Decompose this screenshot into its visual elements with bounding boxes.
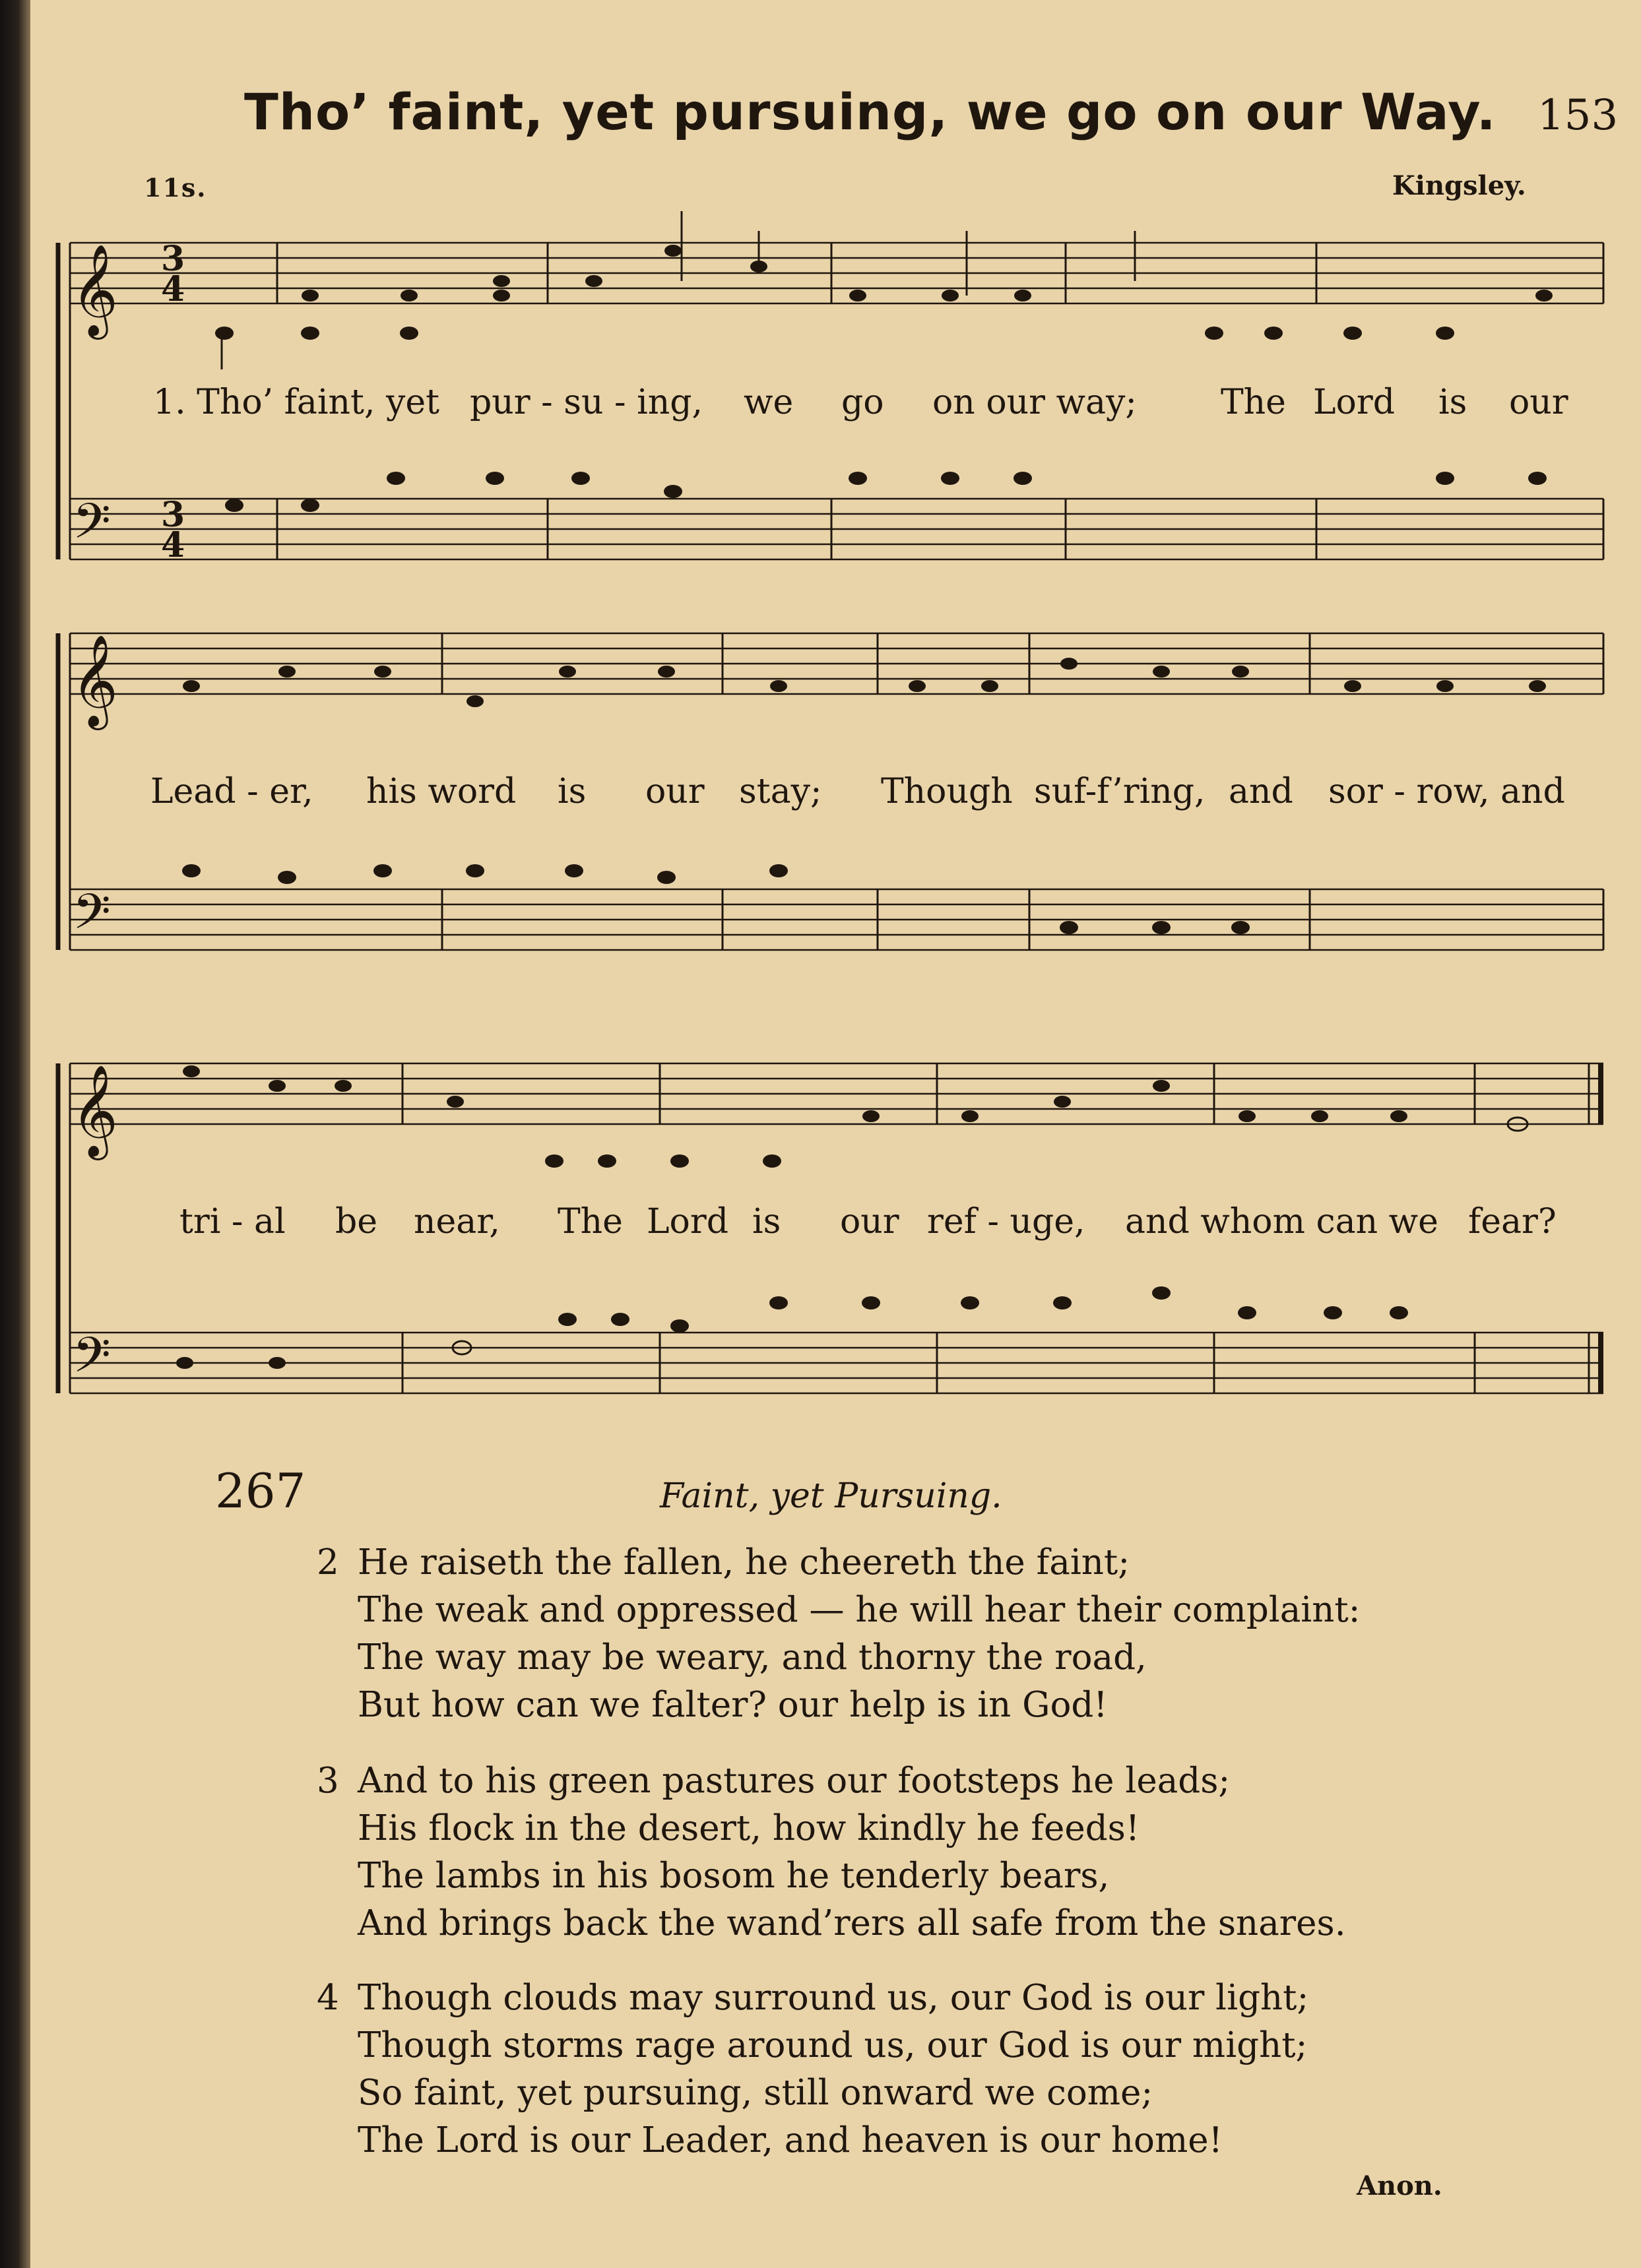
page-title: Tho’ faint, yet pursuing, we go on our Way.: [244, 82, 1496, 141]
lyric-3-1: tri - al: [179, 1202, 286, 1242]
lyric-1-3: we: [744, 383, 794, 422]
time-sig-bottom-treble: 4: [161, 269, 185, 309]
stanza-line: But how can we falter? our help is in God!: [358, 1685, 1108, 1725]
notes-2: [183, 658, 1546, 707]
treble-staff-2: [70, 633, 1603, 694]
stanza-line: And brings back the wand’rers all safe from the snares.: [358, 1903, 1346, 1943]
stanza-number: 2: [317, 1542, 339, 1583]
lyric-2-2: his word: [366, 772, 517, 811]
treble-staff-3: [70, 1063, 1603, 1124]
lyric-2-5: stay;: [739, 772, 822, 811]
lyric-1-8: is: [1438, 383, 1467, 422]
bass-clef-1: 𝄢: [73, 493, 111, 562]
treble-staff-1: [70, 243, 1603, 303]
meter-label: 11s.: [144, 173, 207, 203]
lyric-3-10: fear?: [1468, 1202, 1557, 1242]
author-credit: Anon.: [1357, 2170, 1442, 2201]
bass-clef-2: 𝄢: [73, 883, 111, 953]
treble-clef-1: 𝄞: [71, 244, 118, 336]
page-number: 153: [1537, 91, 1619, 140]
time-sig-bottom-bass: 4: [161, 525, 185, 565]
stanza-line: Though clouds may surround us, our God is our light;: [358, 1978, 1309, 2018]
bass-clef-3: 𝄢: [73, 1327, 111, 1396]
stanza-line: He raiseth the fallen, he cheereth the faint;: [358, 1542, 1130, 1583]
lyric-3-4: The: [558, 1202, 623, 1242]
lyric-3-2: be: [335, 1202, 378, 1242]
lyric-2-8: and: [1229, 772, 1293, 811]
lyric-1-1: 1. Tho’ faint, yet: [153, 383, 440, 422]
lyric-3-6: is: [752, 1202, 781, 1242]
stanza-3: [317, 1757, 1346, 1947]
stanza-line: So faint, yet pursuing, still onward we come;: [358, 2073, 1153, 2113]
lyric-3-8: ref - uge,: [927, 1202, 1085, 1242]
lyric-2-7: suf-f’ring,: [1034, 772, 1206, 811]
bass-staff-1: [70, 499, 1603, 559]
lyric-2-4: our: [645, 772, 705, 811]
lyric-1-7: Lord: [1313, 383, 1395, 422]
lyric-1-9: our: [1509, 383, 1568, 422]
stanza-number: 4: [317, 1978, 339, 2018]
lyric-3-5: Lord: [647, 1202, 728, 1242]
lyric-1-4: go: [841, 383, 884, 422]
bass-notes-3: [176, 1286, 1408, 1369]
stanza-line: His flock in the desert, how kindly he feeds!: [358, 1808, 1140, 1848]
stanza-line: The lambs in his bosom he tenderly bears,: [358, 1856, 1110, 1896]
stanza-number: 3: [317, 1761, 339, 1801]
stanza-line: Though storms rage around us, our God is our might;: [358, 2025, 1308, 2065]
lyric-3-3: near,: [414, 1202, 500, 1242]
stems-1: [222, 211, 1135, 369]
composer-label: Kingsley.: [1392, 170, 1526, 201]
stanza-line: The weak and oppressed — he will hear their complaint:: [358, 1590, 1361, 1630]
lyric-3-9: and whom can we: [1125, 1202, 1438, 1242]
bass-staff-2: [70, 889, 1603, 950]
bass-staff-3: [70, 1333, 1603, 1393]
lyric-2-1: Lead - er,: [150, 772, 313, 811]
hymn-number: 267: [215, 1463, 306, 1519]
notes-1: [215, 245, 1553, 340]
bass-notes-1: [225, 472, 1547, 512]
notes-3: [183, 1065, 1528, 1168]
time-sig-top-bass: 3: [161, 495, 185, 535]
lyric-1-6: The: [1221, 383, 1286, 422]
lyric-1-5: on our way;: [932, 383, 1137, 422]
time-sig-top-treble: 3: [161, 239, 185, 279]
stanza-line: The way may be weary, and thorny the road,: [358, 1637, 1147, 1678]
stanza-line: The Lord is our Leader, and heaven is our home!: [358, 2120, 1223, 2160]
lyric-2-9: sor - row, and: [1328, 772, 1565, 811]
lyric-2-6: Though: [881, 772, 1013, 811]
hymn-title: Faint, yet Pursuing.: [660, 1476, 1002, 1516]
stanza-4: [317, 1974, 1308, 2164]
treble-clef-3: 𝄞: [71, 1065, 118, 1156]
stanza-2: [317, 1539, 1361, 1729]
stanza-line: And to his green pastures our footsteps he leads;: [358, 1761, 1231, 1801]
lyric-2-3: is: [558, 772, 587, 811]
bass-notes-2: [182, 864, 1250, 934]
lyric-1-2: pur - su - ing,: [470, 383, 703, 422]
treble-clef-2: 𝄞: [71, 635, 118, 726]
lyric-3-7: our: [840, 1202, 899, 1242]
